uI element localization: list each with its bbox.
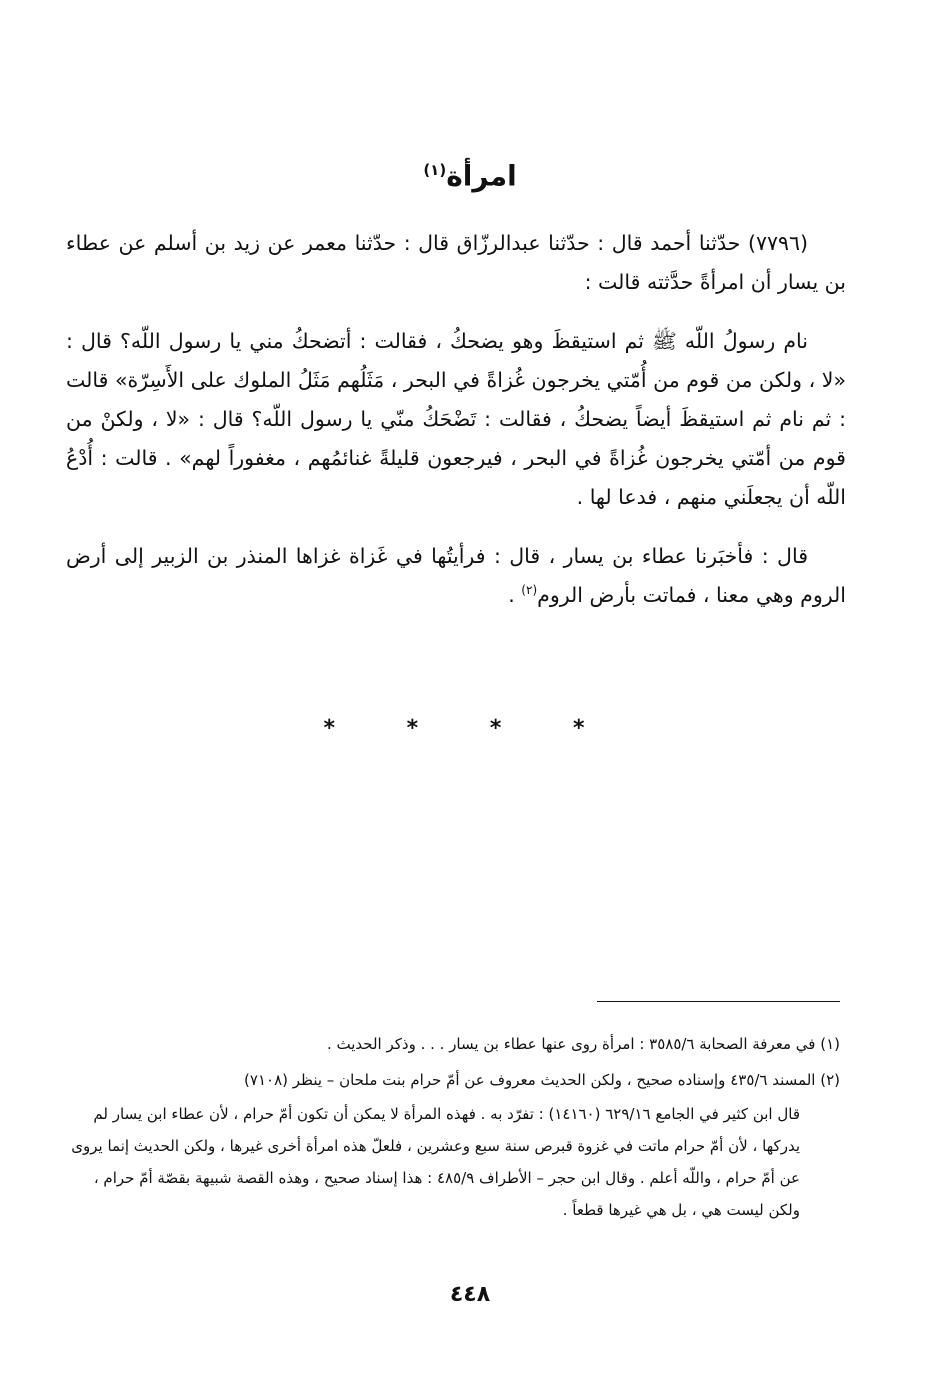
footnotes bbox=[66, 1026, 840, 1226]
hadith-paragraph-1: نام رسولُ اللّه ﷺ ثم استيقظَ وهو يضحكُ ، فقالت : أتضحكُ مني يا رسول اللّه؟ قال : «لا ، ولكن من قوم من أُمّتي يخرجون غُزاةً في البحر ، مَثَلُهم مَثَلُ الملوك على الأَسِرّة» قالت : ثم نام ثم استيقظَ أيضاً يضحكُ ، فقالت : تَضْحَكُ منّي يا رسول اللّه؟ قال : «لا ، ولكنْ من قوم من أمّتي يخرجون غُزاةً في البحر ، فيرجعون قليلةً غنائمُهم ، مغفوراً لهم» . قالت : أُدْعُ اللّه أن يجعلَني منهم ، فدعا لها . bbox=[66, 329, 846, 509]
hadith-text bbox=[66, 224, 846, 615]
title-footnote-mark: (١) bbox=[423, 161, 447, 179]
page-number: ٤٤٨ bbox=[449, 1282, 491, 1307]
footnote-1: (١) في معرفة الصحابة ٣٥٨٥/٦ : امرأة روى عنها عطاء بن يسار . . . وذكر الحديث . bbox=[326, 1035, 840, 1053]
hadith-paragraph-2-end: . bbox=[508, 583, 522, 607]
hadith-paragraph-2-text: قال : فأخبَرنا عطاء بن يسار ، قال : فرأيتُها في غَزاة غزاها المنذر بن الزبير إلى أرض الروم وهي معنا ، فماتت بأرض الروم bbox=[66, 544, 846, 607]
hadith-paragraph-2 bbox=[66, 537, 846, 615]
hadith-footnote-mark-2: (٢) bbox=[521, 583, 538, 598]
page-title bbox=[0, 150, 940, 196]
footnote-2-continuation: قال ابن كثير في الجامع ٦٢٩/١٦ (١٤١٦٠) : تفرّد به . فهذه المرأة لا يمكن أن تكون أمّ حرام ، لأن عطاء ابن يسار لم يدركها ، لأن أمّ حرام ماتت في غزوة قبرص سنة سبع وعشرين ، فلعلّ هذه امرأة أخرى غيرها ، ولكن الحديث إنما يروى عن أمّ حرام ، واللّه أعلم . وقال ابن حجر – الأطراف ٤٨٥/٩ : هذا إسناد صحيح ، وهذه القصة شبيهة بقصّة أمّ حرام ، ولكن ليست هي ، بل هي غيرها قطعاً . bbox=[71, 1105, 800, 1219]
section-separator: * * * * bbox=[323, 716, 617, 741]
title-text: امرأة bbox=[446, 159, 517, 193]
footnote-divider bbox=[597, 1001, 840, 1002]
footnote-2: (٢) المسند ٤٣٥/٦ وإسناده صحيح ، ولكن الحديث معروف عن أمّ حرام بنت ملحان – ينظر (٧١٠٨) bbox=[244, 1071, 840, 1089]
hadith-isnad: (٧٧٩٦) حدّثنا أحمد قال : حدّثنا عبدالرزّاق قال : حدّثنا معمر عن زيد بن أسلم عن عطاء بن يسار أن امرأةً حدَّثته قالت : bbox=[66, 231, 846, 294]
